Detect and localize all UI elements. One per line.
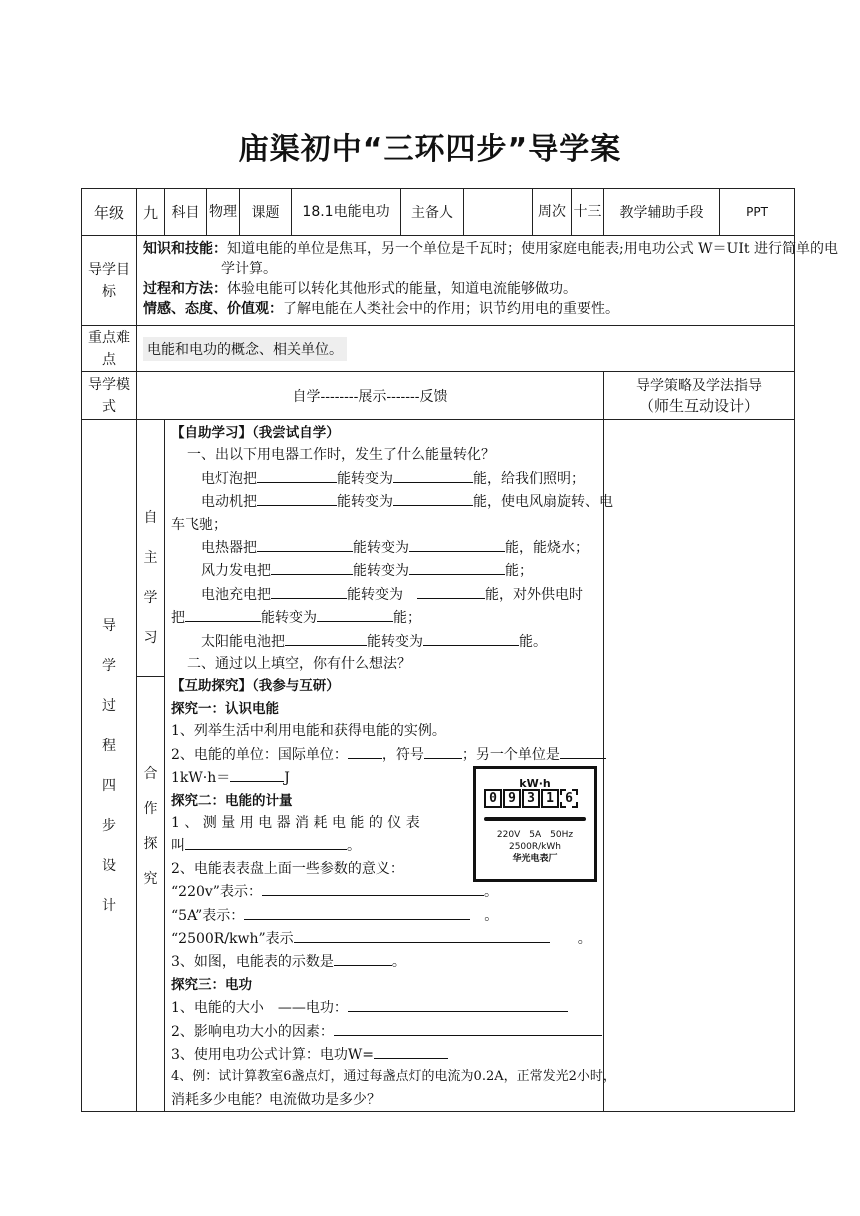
subject-label: 科目: [165, 189, 207, 236]
attitude-text: 了解电能在人类社会中的作用；识节约用电的重要性。: [283, 301, 619, 317]
topic-label: 课题: [240, 189, 292, 236]
grade-label: 年级: [82, 189, 137, 236]
coop-label: 合 作 探 究: [137, 677, 165, 1112]
lesson-table: [81, 188, 838, 1112]
goals-content: [137, 236, 838, 326]
week-label: 周次: [533, 189, 572, 236]
lesson-content: 【自助学习】（我尝试自学） 一、出以下用电器工作时，发生了什么能量转化？ 电灯泡把 能转变为 能，给我们照明； 电动机把 能转变为 能，使电风扇旋转、电 车飞驰； 电热器把 能转变为 能，能烧水； 风力发电把 能转变为 能； 电池充电把 能转变为 能，对外供电时 把 能转变为 能； 太阳能电池把 能转变为 能。 二、通过以上填空，你有什么想法？ 【互助探究】（我参与互研） 探究一：认识电能 1、列举生活中利用电能和获得电能的实例。 2、电能的单位：国际单位： ，符号 ；另一个单位是 1kW·h＝ J 探究二：电能的计量 1 、 测 量 用 电 器 消 耗 电 能 的 仪 表 叫 。 2、电能表表盘上面一些参数的意义： “220v”表示： 。 “5A”表示： 。 “2500R/kwh”表示 。 3、如图，电能表的示数是 。 探究三：电功 1、电能的大小 ——电功： 2、影响电功大小的因素： 3、使用电功公式计算：电功W= 4、例：试计算教室6盏点灯，通过每盏点灯的电流为0.2A，正常发光2小时， 消耗多少电能？电流做功是多少？ kW·h 0 9 3 1 6 220V 5A 50Hz 2500R/kWh 华光电表厂: [165, 420, 604, 1112]
topic-value: 18.1电能电功: [292, 189, 401, 236]
self-study-title: 【自助学习】（我尝试自学）: [171, 425, 340, 441]
preparer-label: 主备人: [401, 189, 464, 236]
meter-specs: 220V 5A 50Hz 2500R/kWh 华光电表厂: [496, 830, 574, 864]
guide-notes-area: [604, 420, 795, 1112]
guide-header: [604, 372, 795, 420]
goals-label: 导学目标: [82, 236, 137, 326]
guide-subtitle: （师生互动设计）: [638, 396, 759, 415]
coop-title: 【互助探究】（我参与互研）: [171, 678, 340, 695]
mode-text: 自学--------展示-------反馈: [292, 388, 448, 405]
meter-unit: kW·h: [519, 777, 551, 790]
electric-meter-image: [473, 766, 597, 882]
guide-title: 导学策略及学法指导: [636, 377, 762, 394]
aid-value: PPT: [720, 189, 795, 236]
week-value: 十三: [572, 189, 604, 236]
focus-text: 电能和电功的概念、相关单位。: [143, 337, 347, 361]
grade-value: 九: [137, 189, 165, 236]
meter-disc-icon: [484, 817, 586, 821]
page-title: 庙渠初中“三环四步”导学案: [238, 132, 622, 167]
aid-label: 教学辅助手段: [604, 189, 720, 236]
preparer-value: [464, 189, 533, 236]
process-label: 导 学 过 程 四 步 设 计: [82, 420, 137, 1112]
knowledge-text: 知道电能的单位是焦耳，另一个单位是千瓦时；使用家庭电能表;用电功公式 W＝UIt 进行简单的电: [227, 241, 838, 257]
mode-label: 导学模式: [82, 372, 137, 420]
knowledge-label: 知识和技能：: [143, 241, 227, 257]
meter-digits: 0 9 3 1 6: [484, 789, 579, 808]
attitude-label: 情感、态度、价值观：: [143, 301, 283, 317]
knowledge-text-2: 学计算。: [221, 261, 277, 277]
self-study-label: 自 主 学 习: [137, 420, 165, 677]
subject-value: 物理: [207, 189, 240, 236]
method-label: 过程和方法：: [143, 281, 227, 297]
method-text: 体验电能可以转化其他形式的能量，知道电流能够做功。: [227, 281, 577, 297]
focus-label: 重点难点: [82, 326, 137, 372]
